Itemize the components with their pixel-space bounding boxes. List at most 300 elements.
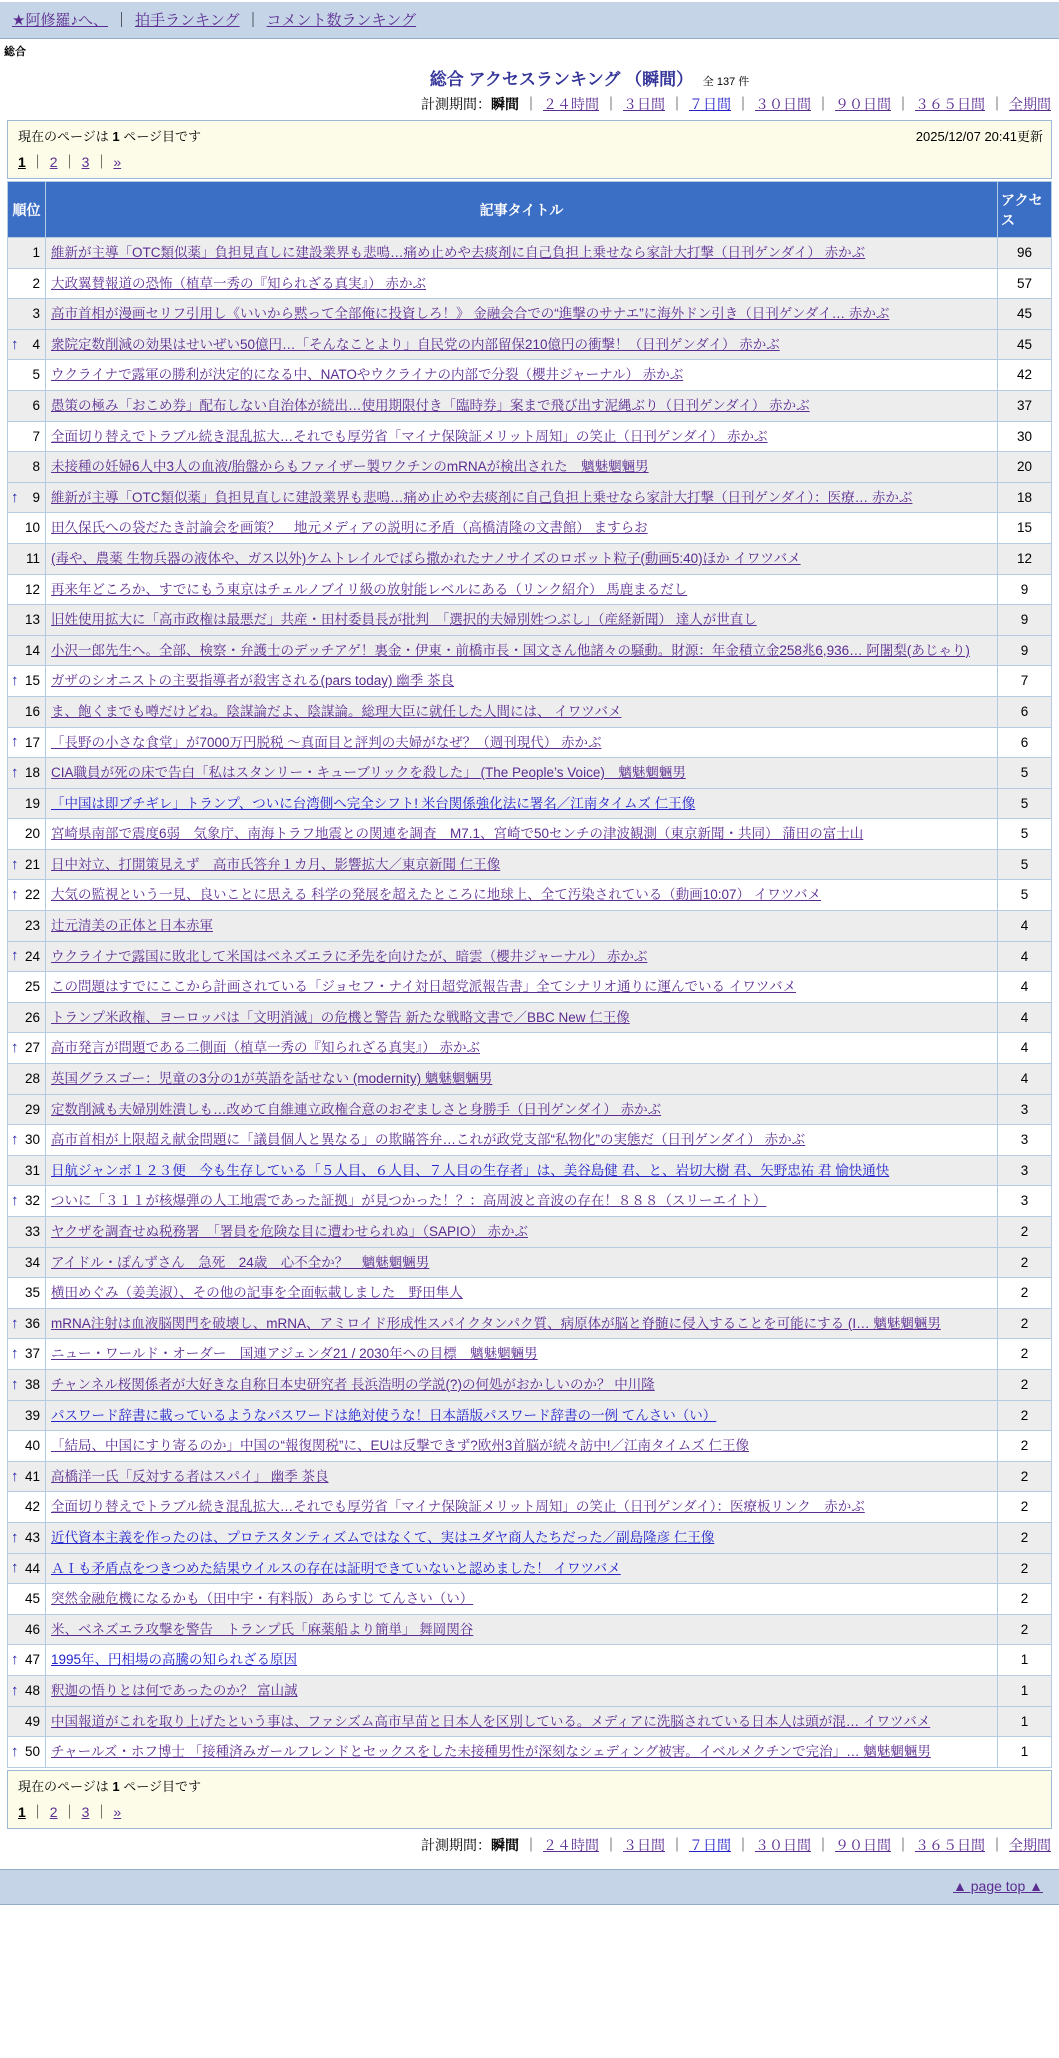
article-link[interactable]: パスワード辞書に載っているようなパスワードは絶対使うな！日本語版パスワード辞書の一例 てんさい（い） bbox=[51, 1407, 717, 1423]
rank-up-arrow-icon: ↑ bbox=[11, 1192, 19, 1210]
access-count: 7 bbox=[998, 666, 1052, 697]
rank-number: 6 bbox=[32, 397, 40, 413]
article-link[interactable]: 旧姓使用拡大に「高市政権は最悪だ」共産・田村委員長が批判 「選択的夫婦別姓つぶし」（産経新聞） 達人が世直し bbox=[51, 612, 757, 628]
rank-cell bbox=[8, 1431, 46, 1462]
rank-up-arrow-icon: ↑ bbox=[11, 488, 19, 506]
article-link[interactable]: ウクライナで露国に敗北して米国はベネズエラに矛先を向けたが、暗雲（櫻井ジャーナル） 赤かぶ bbox=[51, 948, 648, 964]
article-title-cell bbox=[46, 1064, 998, 1095]
rank-number: 15 bbox=[24, 673, 40, 689]
table-row bbox=[8, 727, 1052, 758]
table-row bbox=[8, 1553, 1052, 1584]
article-title-cell bbox=[46, 574, 998, 605]
access-count: 4 bbox=[998, 972, 1052, 1003]
article-link[interactable]: 定数削減も夫婦別姓潰しも…改めて自維連立政権合意のおぞましさと身勝手（日刊ゲンダイ） 赤かぶ bbox=[51, 1101, 662, 1117]
rank-number: 19 bbox=[24, 795, 40, 811]
table-row bbox=[8, 1155, 1052, 1186]
article-title-cell bbox=[46, 1278, 998, 1309]
article-title-cell bbox=[46, 605, 998, 636]
table-row bbox=[8, 1737, 1052, 1768]
article-title-cell bbox=[46, 1706, 998, 1737]
rank-number: 16 bbox=[24, 703, 40, 719]
rank-cell bbox=[8, 1033, 46, 1064]
access-count: 3 bbox=[998, 1094, 1052, 1125]
rank-cell bbox=[8, 1217, 46, 1248]
table-row bbox=[8, 329, 1052, 360]
rank-number: 13 bbox=[24, 612, 40, 628]
article-title-cell bbox=[46, 1400, 998, 1431]
access-count: 20 bbox=[998, 452, 1052, 483]
article-title-cell bbox=[46, 482, 998, 513]
table-row bbox=[8, 635, 1052, 666]
pagination-link[interactable]: 3 bbox=[81, 1803, 90, 1820]
table-row bbox=[8, 1002, 1052, 1033]
period-link[interactable]: 全期間 bbox=[1009, 96, 1051, 112]
rank-cell bbox=[8, 666, 46, 697]
pagination-link[interactable]: » bbox=[113, 1803, 122, 1820]
article-link[interactable]: 高橋洋一氏「反対する者はスパイ」 幽季 茶良 bbox=[51, 1468, 329, 1484]
rank-up-arrow-icon: ↑ bbox=[11, 855, 19, 873]
table-row bbox=[8, 1369, 1052, 1400]
page-info-bar-top bbox=[7, 120, 1052, 179]
rank-up-arrow-icon: ↑ bbox=[11, 1742, 19, 1760]
rank-number: 31 bbox=[24, 1162, 40, 1178]
rank-cell bbox=[8, 543, 46, 574]
article-link[interactable]: 全面切り替えでトラブル続き混乱拡大…それでも厚労省「マイナ保険証メリット周知」の笑止（日刊ゲンダイ）：医療板リンク 赤かぶ bbox=[51, 1499, 865, 1515]
rank-cell bbox=[8, 1369, 46, 1400]
article-title-cell bbox=[46, 972, 998, 1003]
article-title-cell bbox=[46, 696, 998, 727]
rank-cell bbox=[8, 1400, 46, 1431]
rank-cell bbox=[8, 941, 46, 972]
article-title-cell bbox=[46, 1369, 998, 1400]
article-link[interactable]: アイドル・ぽんずさん 急死 24歳 心不全か？ 魑魅魍魎男 bbox=[51, 1254, 430, 1270]
article-title-cell bbox=[46, 360, 998, 391]
table-row bbox=[8, 1584, 1052, 1615]
access-count: 4 bbox=[998, 1002, 1052, 1033]
rank-up-arrow-icon: ↑ bbox=[11, 1681, 19, 1699]
period-link[interactable]: ３０日間 bbox=[755, 96, 811, 112]
rank-number: 4 bbox=[32, 336, 40, 352]
period-separator: ｜ bbox=[896, 1836, 910, 1853]
access-count: 2 bbox=[998, 1339, 1052, 1370]
rank-up-arrow-icon: ↑ bbox=[11, 1651, 19, 1669]
rank-number: 42 bbox=[24, 1499, 40, 1515]
article-title-cell bbox=[46, 1675, 998, 1706]
rank-cell bbox=[8, 1308, 46, 1339]
rank-number: 14 bbox=[24, 642, 40, 658]
access-count: 9 bbox=[998, 574, 1052, 605]
rank-cell bbox=[8, 1064, 46, 1095]
rank-number: 2 bbox=[32, 275, 40, 291]
pagination-separator: ｜ bbox=[62, 1803, 77, 1820]
rank-number: 48 bbox=[24, 1682, 40, 1698]
period-link[interactable]: ３日間 bbox=[623, 96, 665, 112]
table-row bbox=[8, 849, 1052, 880]
rank-number: 5 bbox=[32, 367, 40, 383]
table-row bbox=[8, 1308, 1052, 1339]
pagination-bottom bbox=[18, 1802, 1043, 1822]
header-rank: 順位 bbox=[8, 182, 46, 238]
article-title-cell bbox=[46, 452, 998, 483]
rank-number: 21 bbox=[24, 856, 40, 872]
article-title-cell bbox=[46, 1645, 998, 1676]
table-row bbox=[8, 513, 1052, 544]
period-link[interactable]: ２４時間 bbox=[543, 1836, 599, 1853]
period-separator: ｜ bbox=[990, 1836, 1004, 1853]
table-row bbox=[8, 1094, 1052, 1125]
rank-number: 17 bbox=[24, 734, 40, 750]
rank-up-arrow-icon: ↑ bbox=[11, 886, 19, 904]
period-separator: ｜ bbox=[736, 1836, 750, 1853]
period-link[interactable]: ３０日間 bbox=[755, 1836, 811, 1853]
access-count: 2 bbox=[998, 1369, 1052, 1400]
article-link[interactable]: 米、ベネズエラ攻撃を警告 トランプ氏「麻薬船より簡単」 舞岡関谷 bbox=[51, 1621, 474, 1637]
article-title-cell bbox=[46, 727, 998, 758]
rank-number: 35 bbox=[24, 1285, 40, 1301]
article-title-cell bbox=[46, 1094, 998, 1125]
rank-cell bbox=[8, 390, 46, 421]
article-link[interactable]: この問題はすでにここから計画されている「ジョセフ・ナイ対日超党派報告書」全てシナリオ通りに運んでいる イワツバメ bbox=[51, 979, 797, 995]
article-title-cell bbox=[46, 880, 998, 911]
rank-cell bbox=[8, 421, 46, 452]
table-row bbox=[8, 1431, 1052, 1462]
article-link[interactable]: ヤクザを調査せぬ税務署 「署員を危険な目に遭わせられぬ」（SAPIO） 赤かぶ bbox=[51, 1224, 529, 1239]
article-link[interactable]: 辻元清美の正体と日本赤軍 bbox=[51, 918, 213, 934]
article-title-cell bbox=[46, 788, 998, 819]
article-link[interactable]: (毒や、農薬 生物兵器の液体や、ガス以外)ケムトレイルでばら撒かれたナノサイズのロボット粒子(動画5:40)ほか イワツバメ bbox=[51, 550, 801, 566]
period-separator: ｜ bbox=[604, 96, 618, 112]
rank-up-arrow-icon: ↑ bbox=[11, 947, 19, 965]
rank-number: 24 bbox=[24, 948, 40, 964]
rank-cell bbox=[8, 482, 46, 513]
article-link[interactable]: CIA職員が死の床で告白「私はスタンリー・キューブリックを殺した」 (The People’s Voice) 魑魅魍魎男 bbox=[51, 765, 686, 781]
rank-up-arrow-icon: ↑ bbox=[11, 1131, 19, 1149]
access-count: 2 bbox=[998, 1522, 1052, 1553]
access-count: 1 bbox=[998, 1675, 1052, 1706]
article-link[interactable]: 日中対立、打開策見えず 高市氏答弁１カ月、影響拡大／東京新聞 仁王像 bbox=[51, 856, 501, 872]
article-link[interactable]: 釈迦の悟りとは何であったのか？ 富山誠 bbox=[51, 1682, 298, 1698]
article-link[interactable]: 小沢一郎先生へ。全部、検察・弁護士のデッチアゲ！裏金・伊東・前橋市長・国文さん他諸々の騒動。財源：年金積立金258兆6,936… 阿闍梨(あじゃり) bbox=[51, 642, 970, 658]
table-row bbox=[8, 1614, 1052, 1645]
article-title-cell bbox=[46, 1033, 998, 1064]
article-link[interactable]: ニュー・ワールド・オーダー 国連アジェンダ21 / 2030年への目標 魑魅魍魎男 bbox=[51, 1346, 538, 1362]
rank-number: 25 bbox=[24, 979, 40, 995]
access-count: 45 bbox=[998, 299, 1052, 330]
article-title-cell bbox=[46, 1522, 998, 1553]
period-link[interactable]: 全期間 bbox=[1009, 1836, 1051, 1853]
period-link[interactable]: ３６５日間 bbox=[915, 1836, 985, 1853]
rank-cell bbox=[8, 605, 46, 636]
rank-cell bbox=[8, 268, 46, 299]
access-count: 4 bbox=[998, 941, 1052, 972]
rank-number: 1 bbox=[32, 245, 40, 260]
table-row bbox=[8, 1278, 1052, 1309]
article-title-cell bbox=[46, 1247, 998, 1278]
rank-cell bbox=[8, 1155, 46, 1186]
period-link[interactable]: ３日間 bbox=[623, 1836, 665, 1853]
rank-up-arrow-icon: ↑ bbox=[11, 335, 19, 353]
article-title-cell bbox=[46, 543, 998, 574]
article-link[interactable]: ウクライナで露軍の勝利が決定的になる中、NATOやウクライナの内部で分裂（櫻井ジャーナル） 赤かぶ bbox=[51, 367, 684, 383]
pagination-separator: ｜ bbox=[62, 154, 77, 170]
article-link[interactable]: 維新が主導「OTC類似薬」負担見直しに建設業界も悲鳴…痛め止めや去痰剤に自己負担上乗せなら家計大打撃（日刊ゲンダイ） 赤かぶ bbox=[51, 245, 866, 260]
rank-number: 3 bbox=[32, 306, 40, 322]
table-header-row bbox=[8, 182, 1052, 238]
access-count: 2 bbox=[998, 1308, 1052, 1339]
rank-number: 7 bbox=[32, 428, 40, 444]
article-title-cell bbox=[46, 911, 998, 942]
access-count: 96 bbox=[998, 238, 1052, 269]
article-title-cell bbox=[46, 819, 998, 850]
rank-number: 39 bbox=[24, 1407, 40, 1423]
access-count: 5 bbox=[998, 788, 1052, 819]
article-link[interactable]: mRNA注射は血液脳関門を破壊し、mRNA、アミロイド形成性スパイクタンパク質、病原体が脳と脊髄に侵入することを可能にする (I… 魑魅魍魎男 bbox=[51, 1315, 941, 1331]
rank-cell bbox=[8, 1522, 46, 1553]
article-link[interactable]: 高市発言が問題である二側面（植草一秀の『知られざる真実』） 赤かぶ bbox=[51, 1040, 480, 1056]
access-count: 5 bbox=[998, 819, 1052, 850]
rank-up-arrow-icon: ↑ bbox=[11, 1528, 19, 1546]
article-link[interactable]: 高市首相が上限超え献金問題に「議員個人と異なる」の欺瞞答弁…これが政党支部“私物化”の実態だ（日刊ゲンダイ） 赤かぶ bbox=[51, 1132, 806, 1148]
rank-cell bbox=[8, 849, 46, 880]
pagination-separator: ｜ bbox=[94, 1803, 109, 1820]
table-row bbox=[8, 1461, 1052, 1492]
period-link[interactable]: ９０日間 bbox=[835, 1836, 891, 1853]
article-link[interactable]: チャールズ・ホフ博士 「接種済みガールフレンドとセックスをした未接種男性が深刻なシェディング被害。イベルメクチンで完治」… 魑魅魍魎男 bbox=[51, 1744, 931, 1760]
article-link[interactable]: ガザのシオニストの主要指導者が殺害される(pars today) 幽季 茶良 bbox=[51, 673, 454, 689]
article-link[interactable]: 1995年、円相場の高騰の知られざる原因 bbox=[51, 1652, 298, 1668]
header-title: 記事タイトル bbox=[46, 182, 998, 238]
rank-cell bbox=[8, 1125, 46, 1156]
rank-cell bbox=[8, 1584, 46, 1615]
table-row bbox=[8, 788, 1052, 819]
rank-up-arrow-icon: ↑ bbox=[11, 1039, 19, 1057]
period-link[interactable]: ３６５日間 bbox=[915, 96, 985, 112]
access-count: 1 bbox=[998, 1737, 1052, 1768]
access-count: 2 bbox=[998, 1217, 1052, 1248]
rank-cell bbox=[8, 1339, 46, 1370]
table-row bbox=[8, 1339, 1052, 1370]
access-count: 3 bbox=[998, 1125, 1052, 1156]
rank-cell bbox=[8, 1614, 46, 1645]
article-title-cell bbox=[46, 849, 998, 880]
nav-link-clap-ranking[interactable]: 拍手ランキング bbox=[134, 12, 240, 29]
access-count: 3 bbox=[998, 1186, 1052, 1217]
nav-separator: ｜ bbox=[245, 12, 261, 29]
period-separator: ｜ bbox=[604, 1836, 618, 1853]
article-link[interactable]: 維新が主導「OTC類似薬」負担見直しに建設業界も悲鳴…痛め止めや去痰剤に自己負担上乗せなら家計大打撃（日刊ゲンダイ）：医療… 赤かぶ bbox=[51, 489, 913, 505]
article-link[interactable]: 未接種の妊婦6人中3人の血液/胎盤からもファイザー製ワクチンのmRNAが検出された 魑魅魍魎男 bbox=[51, 459, 649, 475]
article-link[interactable]: 「長野の小さな食堂」が7000万円脱税 ～真面目と評判の夫婦がなぜ？（週刊現代） 赤かぶ bbox=[51, 734, 602, 750]
rank-cell bbox=[8, 1278, 46, 1309]
table-row bbox=[8, 666, 1052, 697]
table-row bbox=[8, 1645, 1052, 1676]
current-page-text: 現在のページは 1 ページ目です bbox=[18, 129, 201, 144]
rank-number: 45 bbox=[24, 1591, 40, 1607]
table-row bbox=[8, 696, 1052, 727]
period-separator: ｜ bbox=[990, 96, 1004, 112]
rank-cell bbox=[8, 1186, 46, 1217]
article-link[interactable]: 近代資本主義を作ったのは、プロテスタンティズムではなくて、実はユダヤ商人たちだった／副島隆彦 仁王像 bbox=[51, 1529, 715, 1545]
rank-cell bbox=[8, 911, 46, 942]
access-count: 2 bbox=[998, 1400, 1052, 1431]
period-current: 瞬間 bbox=[491, 96, 519, 112]
period-separator: ｜ bbox=[524, 1836, 538, 1853]
table-row bbox=[8, 1064, 1052, 1095]
rank-cell bbox=[8, 1675, 46, 1706]
article-link[interactable]: 全面切り替えでトラブル続き混乱拡大…それでも厚労省「マイナ保険証メリット周知」の笑止（日刊ゲンダイ） 赤かぶ bbox=[51, 428, 768, 444]
table-row bbox=[8, 1033, 1052, 1064]
table-row bbox=[8, 1125, 1052, 1156]
article-link[interactable]: 大気の監視という一見、良いことに思える 科学の発展を超えたところに地球上、全て汚染されている（動画10:07） イワツバメ bbox=[51, 887, 822, 903]
article-title-cell bbox=[46, 635, 998, 666]
article-title-cell bbox=[46, 238, 998, 269]
page-top-link[interactable]: ▲ page top ▲ bbox=[953, 1877, 1043, 1894]
period-separator: ｜ bbox=[816, 96, 830, 112]
pagination-top bbox=[18, 152, 1043, 172]
rank-number: 30 bbox=[24, 1132, 40, 1148]
rank-number: 27 bbox=[24, 1040, 40, 1056]
article-link[interactable]: 高市首相が漫画セリフ引用し《いいから黙って全部俺に投資しろ！》 金融会合での“進撃のサナエ”に海外ドン引き（日刊ゲンダイ… 赤かぶ bbox=[51, 306, 890, 322]
access-count: 57 bbox=[998, 268, 1052, 299]
pagination-link[interactable]: 3 bbox=[81, 154, 90, 170]
article-title-cell bbox=[46, 1492, 998, 1523]
rank-cell bbox=[8, 1737, 46, 1768]
article-title-cell bbox=[46, 268, 998, 299]
rank-cell bbox=[8, 819, 46, 850]
rank-cell bbox=[8, 1247, 46, 1278]
article-link[interactable]: 田久保氏への袋だたき討論会を画策？ 地元メディアの説明に矛盾（高橋清隆の文書館） ますらお bbox=[51, 520, 648, 536]
access-count: 15 bbox=[998, 513, 1052, 544]
rank-number: 9 bbox=[32, 489, 40, 505]
article-link[interactable]: 再来年どころか、すでにもう東京はチェルノブイリ級の放射能レベルにある（リンク紹介） 馬鹿まるだし bbox=[51, 581, 688, 597]
period-separator: ｜ bbox=[896, 96, 910, 112]
rank-cell bbox=[8, 696, 46, 727]
table-row bbox=[8, 972, 1052, 1003]
updated-timestamp: 2025/12/07 20:41更新 bbox=[915, 129, 1043, 144]
table-row bbox=[8, 452, 1052, 483]
article-link[interactable]: 中国報道がこれを取り上げたという事は、ファシズム高市早苗と日本人を区別している。メディアに洗脳されている日本人は頭が混… イワツバメ bbox=[51, 1713, 931, 1729]
rank-number: 40 bbox=[24, 1438, 40, 1454]
article-title-cell bbox=[46, 1614, 998, 1645]
article-title-cell bbox=[46, 1155, 998, 1186]
period-separator: ｜ bbox=[670, 1836, 684, 1853]
rank-cell bbox=[8, 972, 46, 1003]
article-link[interactable]: 日航ジャンボ１２３便 今も生存している「５人目、６人目、７人目の生存者」は、美谷島健 君、と、岩切大樹 君、矢野忠祐 君 愉快通快 bbox=[51, 1162, 890, 1178]
rank-up-arrow-icon: ↑ bbox=[11, 763, 19, 781]
table-row bbox=[8, 1706, 1052, 1737]
pagination-link[interactable]: » bbox=[113, 154, 122, 170]
rank-number: 34 bbox=[24, 1254, 40, 1270]
access-count: 9 bbox=[998, 605, 1052, 636]
rank-cell bbox=[8, 1645, 46, 1676]
period-link[interactable]: ２４時間 bbox=[543, 96, 599, 112]
article-link[interactable]: 横田めぐみ（姜美淑）、その他の記事を全面転載しました 野田隼人 bbox=[51, 1285, 463, 1301]
article-title-cell bbox=[46, 1584, 998, 1615]
article-title-cell bbox=[46, 1002, 998, 1033]
table-row bbox=[8, 758, 1052, 789]
access-count: 2 bbox=[998, 1553, 1052, 1584]
rank-number: 8 bbox=[32, 459, 40, 475]
table-row bbox=[8, 1247, 1052, 1278]
page-top-bar bbox=[0, 1869, 1059, 1905]
table-row bbox=[8, 1217, 1052, 1248]
period-link[interactable]: ９０日間 bbox=[835, 96, 891, 112]
rank-number: 20 bbox=[24, 826, 40, 842]
access-count: 5 bbox=[998, 849, 1052, 880]
period-link[interactable]: ７日間 bbox=[689, 96, 731, 112]
rank-cell bbox=[8, 238, 46, 269]
period-separator: ｜ bbox=[736, 96, 750, 112]
access-count: 1 bbox=[998, 1645, 1052, 1676]
rank-cell bbox=[8, 758, 46, 789]
rank-number: 47 bbox=[24, 1652, 40, 1668]
rank-cell bbox=[8, 574, 46, 605]
rank-number: 18 bbox=[24, 765, 40, 781]
article-link[interactable]: 愚策の極み「おこめ券」配布しない自治体が続出…使用期限付き「臨時券」案まで飛び出す泥縄ぶり（日刊ゲンダイ） 赤かぶ bbox=[51, 397, 810, 413]
access-count: 2 bbox=[998, 1614, 1052, 1645]
article-link[interactable]: トランプ米政権、ヨーロッパは「文明消滅」の危機と警告 新たな戦略文書で／BBC New 仁王像 bbox=[51, 1009, 630, 1025]
access-count: 9 bbox=[998, 635, 1052, 666]
access-count: 5 bbox=[998, 880, 1052, 911]
pagination-link[interactable]: 2 bbox=[49, 1803, 58, 1820]
article-link[interactable]: 突然金融危機になるかも（田中宇・有料版）あらすじ てんさい（い） bbox=[51, 1591, 474, 1607]
period-link[interactable]: ７日間 bbox=[689, 1836, 731, 1853]
article-title-cell bbox=[46, 1308, 998, 1339]
period-selector-bottom bbox=[0, 1835, 1051, 1855]
article-title-cell bbox=[46, 329, 998, 360]
table-row bbox=[8, 1522, 1052, 1553]
article-link[interactable]: 宮崎県南部で震度6弱 気象庁、南海トラフ地震との関連を調査 M7.1、宮崎で50センチの津波観測（東京新聞・共同） 蒲田の富士山 bbox=[51, 826, 864, 842]
rank-number: 36 bbox=[24, 1315, 40, 1331]
top-nav-bar bbox=[0, 2, 1059, 39]
article-title-cell bbox=[46, 1125, 998, 1156]
nav-link-asyura-home[interactable]: ★阿修羅♪へ、 bbox=[12, 12, 108, 29]
rank-cell bbox=[8, 452, 46, 483]
article-link[interactable]: 大政翼賛報道の恐怖（植草一秀の『知られざる真実』） 赤かぶ bbox=[51, 275, 426, 291]
article-link[interactable]: 衆院定数削減の効果はせいぜい50億円…「そんなことより」自民党の内部留保210億円の衝撃！（日刊ゲンダイ） 赤かぶ bbox=[51, 336, 780, 352]
rank-number: 10 bbox=[24, 520, 40, 536]
pagination-link[interactable]: 2 bbox=[49, 154, 58, 170]
rank-number: 23 bbox=[24, 918, 40, 934]
ranking-table bbox=[7, 181, 1052, 1768]
rank-cell bbox=[8, 1002, 46, 1033]
article-link[interactable]: チャンネル桜関係者が大好きな自称日本史研究者 長浜浩明の学説(?)の何処がおかしいのか？ 中川隆 bbox=[51, 1376, 655, 1392]
access-count: 45 bbox=[998, 329, 1052, 360]
access-count: 2 bbox=[998, 1278, 1052, 1309]
pagination-separator: ｜ bbox=[30, 154, 45, 170]
section-label: 総合 bbox=[4, 46, 26, 58]
page-title-text: 総合 アクセスランキング （瞬間） bbox=[429, 70, 694, 89]
article-link[interactable]: ついに「３１１が核爆弾の人工地震であった証拠」が見つかった！？：高周波と音波の存在！８８８（スリーエイト） bbox=[51, 1193, 767, 1209]
article-link[interactable]: 英国グラスゴー：児童の3分の1が英語を話せない (modernity) 魑魅魍魎男 bbox=[51, 1071, 493, 1087]
page-title bbox=[120, 65, 1059, 90]
article-link[interactable]: 「結局、中国にすり寄るのか」中国の“報復関税”に、EUは反撃できず?欧州3首脳が続々訪中!／江南タイムズ 仁王像 bbox=[51, 1438, 749, 1454]
page-info-bar-bottom bbox=[7, 1770, 1052, 1829]
article-link[interactable]: 「中国は即ブチギレ」トランプ、ついに台湾側へ完全シフト! 米台関係強化法に署名／江南タイムズ 仁王像 bbox=[51, 795, 696, 811]
rank-cell bbox=[8, 727, 46, 758]
access-count: 42 bbox=[998, 360, 1052, 391]
header-access: アクセス bbox=[998, 182, 1052, 238]
table-row bbox=[8, 911, 1052, 942]
rank-cell bbox=[8, 329, 46, 360]
article-link[interactable]: ＡＩも矛盾点をつきつめた結果ウイルスの存在は証明できていないと認めました！ イワツバメ bbox=[51, 1560, 621, 1576]
article-link[interactable]: ま、飽くまでも噂だけどね。陰謀論だよ、陰謀論。総理大臣に就任した人間には、 イワツバメ bbox=[51, 703, 622, 719]
table-row bbox=[8, 482, 1052, 513]
table-row bbox=[8, 605, 1052, 636]
article-title-cell bbox=[46, 421, 998, 452]
table-row bbox=[8, 1492, 1052, 1523]
nav-link-comment-ranking[interactable]: コメント数ランキング bbox=[266, 12, 417, 29]
